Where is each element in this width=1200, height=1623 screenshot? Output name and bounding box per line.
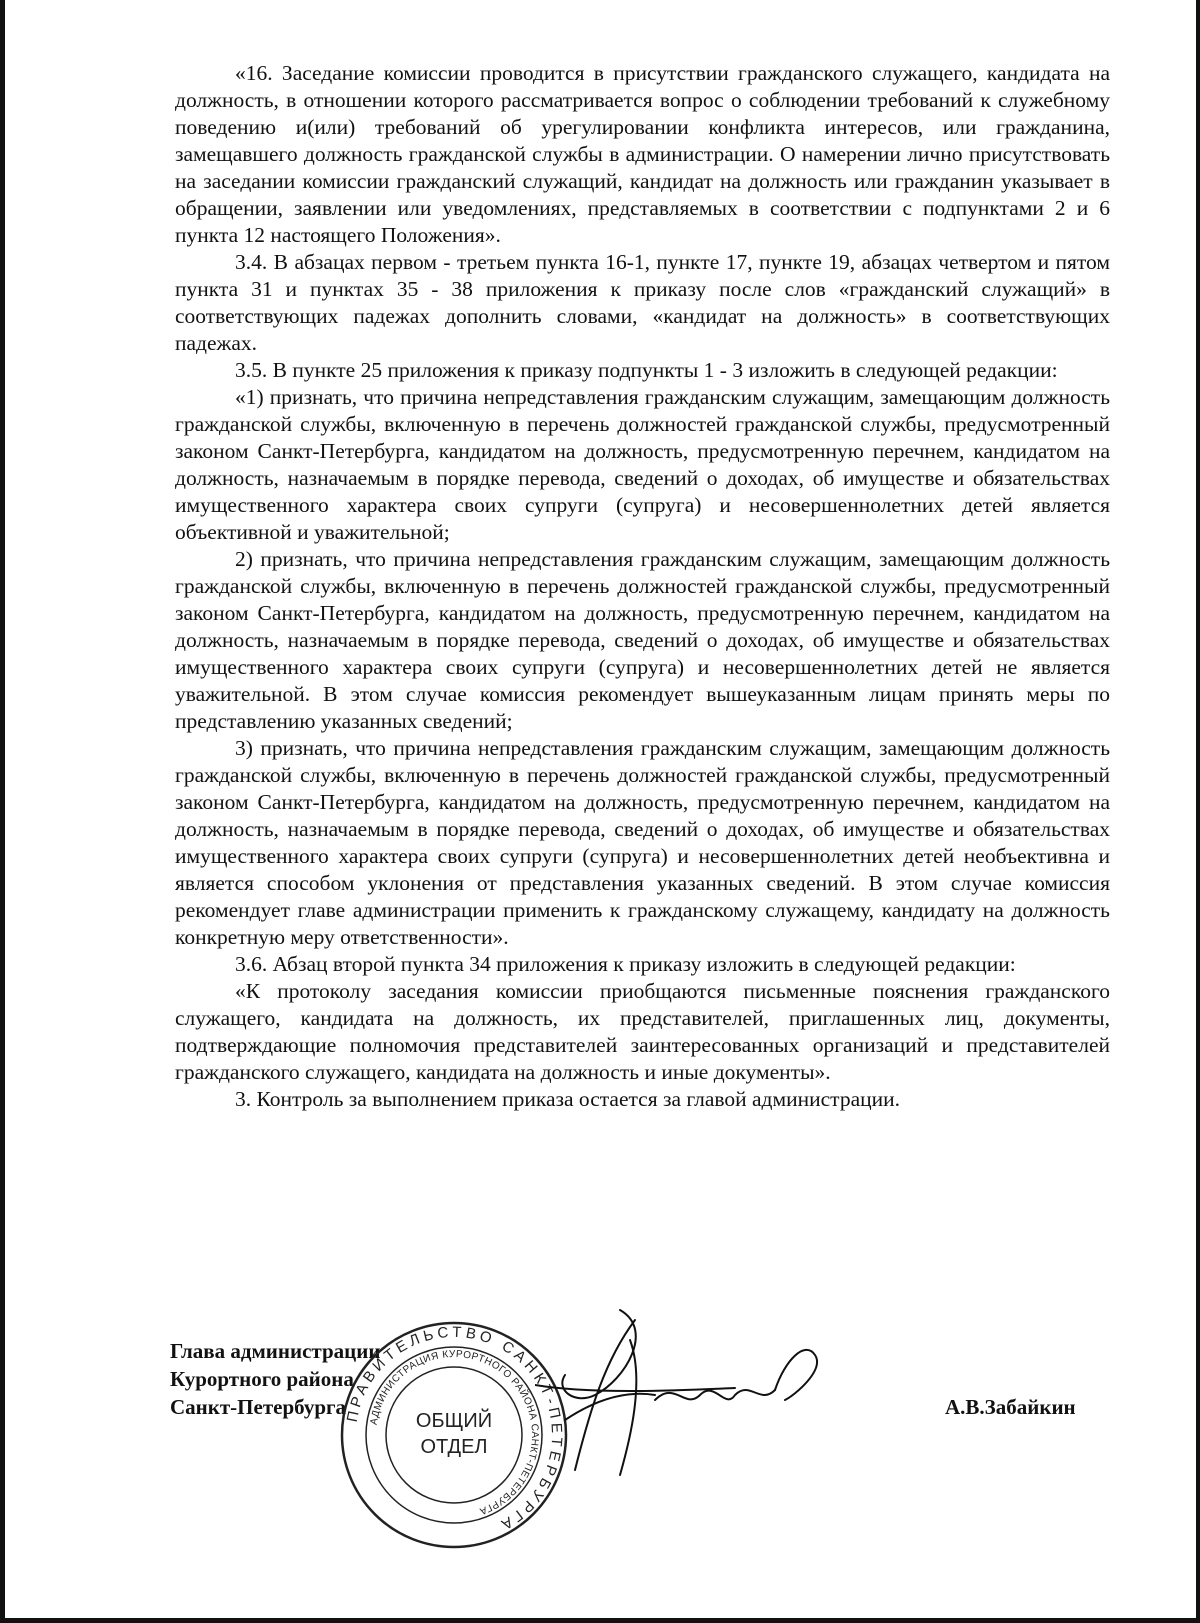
stamp-ring-text: ПРАВИТЕЛЬСТВО САНКТ-ПЕТЕРБУРГА xyxy=(343,1323,566,1535)
document-body xyxy=(175,60,1110,1113)
stamp-center-line2: ОТДЕЛ xyxy=(420,1436,488,1458)
stamp-center-line1: ОБЩИЙ xyxy=(415,1410,493,1432)
paragraph-3-5: 3.5. В пункте 25 приложения к приказу подпункты 1 - 3 изложить в следующей редакции: xyxy=(235,358,1058,382)
signatory-title-line: Глава администрации xyxy=(170,1339,381,1363)
subparagraph-3: 3) признать, что причина непредставления гражданским служащим, замещающим должность гражданской службы, включенную в перечень должностей гражданской службы, предусмотренный законом Санкт-Петербурга, кандидатом на должность, предусмотренную перечнем, кандидатом на должность, назначаемым в порядке перевода, сведений о доходах, об имуществе и обязательствах имущественного характера своих супруги (супруга) и несовершеннолетних детей необъективна и является способом уклонения от представления указанных сведений. В этом случае комиссия рекомендует главе администрации применить к гражданскому служащему, кандидату на должность конкретную меру ответственности». xyxy=(175,736,1110,949)
subparagraph-1: «1) признать, что причина непредставления гражданским служащим, замещающим должность гражданской службы, включенную в перечень должностей гражданской службы, предусмотренный законом Санкт-Петербурга, кандидатом на должность, предусмотренную перечнем, кандидатом на должность, назначаемым в порядке перевода, сведений о доходах, об имуществе и обязательствах имущественного характера своих супруги (супруга) и несовершеннолетних детей является объективной и уважительной; xyxy=(175,385,1110,544)
paragraph-control: 3. Контроль за выполнением приказа остается за главой администрации. xyxy=(235,1087,901,1111)
signatory-title-line: Санкт-Петербурга xyxy=(170,1395,347,1419)
stamp-inner-ring-text: АДМИНИСТРАЦИЯ КУРОРТНОГО РАЙОНА САНКТ-ПЕТЕРБУРГА xyxy=(368,1348,541,1517)
signatory-name: А.В.Забайкин xyxy=(945,1395,1076,1419)
paragraph-protocol: «К протоколу заседания комиссии приобщаются письменные пояснения гражданского служащего, кандидата на должность, их представителей, приглашенных лиц, документы, подтверждающие полномочия представителей заинтересованных организаций и представителей гражданского служащего, кандидата на должность и иные документы». xyxy=(175,979,1110,1084)
paragraph-16: «16. Заседание комиссии проводится в присутствии гражданского служащего, кандидата на должность, в отношении которого рассматривается вопрос о соблюдении требований к служебному поведению и(или) требований об урегулировании конфликта интересов, или гражданина, замещавшего должность гражданской службы в администрации. О намерении лично присутствовать на заседании комиссии гражданский служащий, кандидат на должность или гражданин указывает в обращении, заявлении или уведомлениях, представляемых в соответствии с подпунктами 2 и 6 пункта 12 настоящего Положения». xyxy=(175,61,1110,247)
subparagraph-2: 2) признать, что причина непредставления гражданским служащим, замещающим должность гражданской службы, включенную в перечень должностей гражданской службы, предусмотренный законом Санкт-Петербурга, кандидатом на должность, предусмотренную перечнем, кандидатом на должность, назначаемым в порядке перевода, сведений о доходах, об имуществе и обязательствах имущественного характера своих супруги (супруга) и несовершеннолетних детей не является уважительной. В этом случае комиссия рекомендует вышеуказанным лицам принять меры по представлению указанных сведений; xyxy=(175,547,1110,733)
paragraph-3-4: 3.4. В абзацах первом - третьем пункта 16-1, пункте 17, пункте 19, абзацах четвертом и пятом пункта 31 и пунктах 35 - 38 приложения к приказу после слов «гражданский служащий» в соответствующих падежах дополнить словами, «кандидат на должность» в соответствующих падежах. xyxy=(175,250,1110,355)
paragraph-3-6: 3.6. Абзац второй пункта 34 приложения к приказу изложить в следующей редакции: xyxy=(235,952,1016,976)
handwritten-signature xyxy=(535,1300,865,1500)
signatory-title-line: Курортного района xyxy=(170,1367,354,1391)
